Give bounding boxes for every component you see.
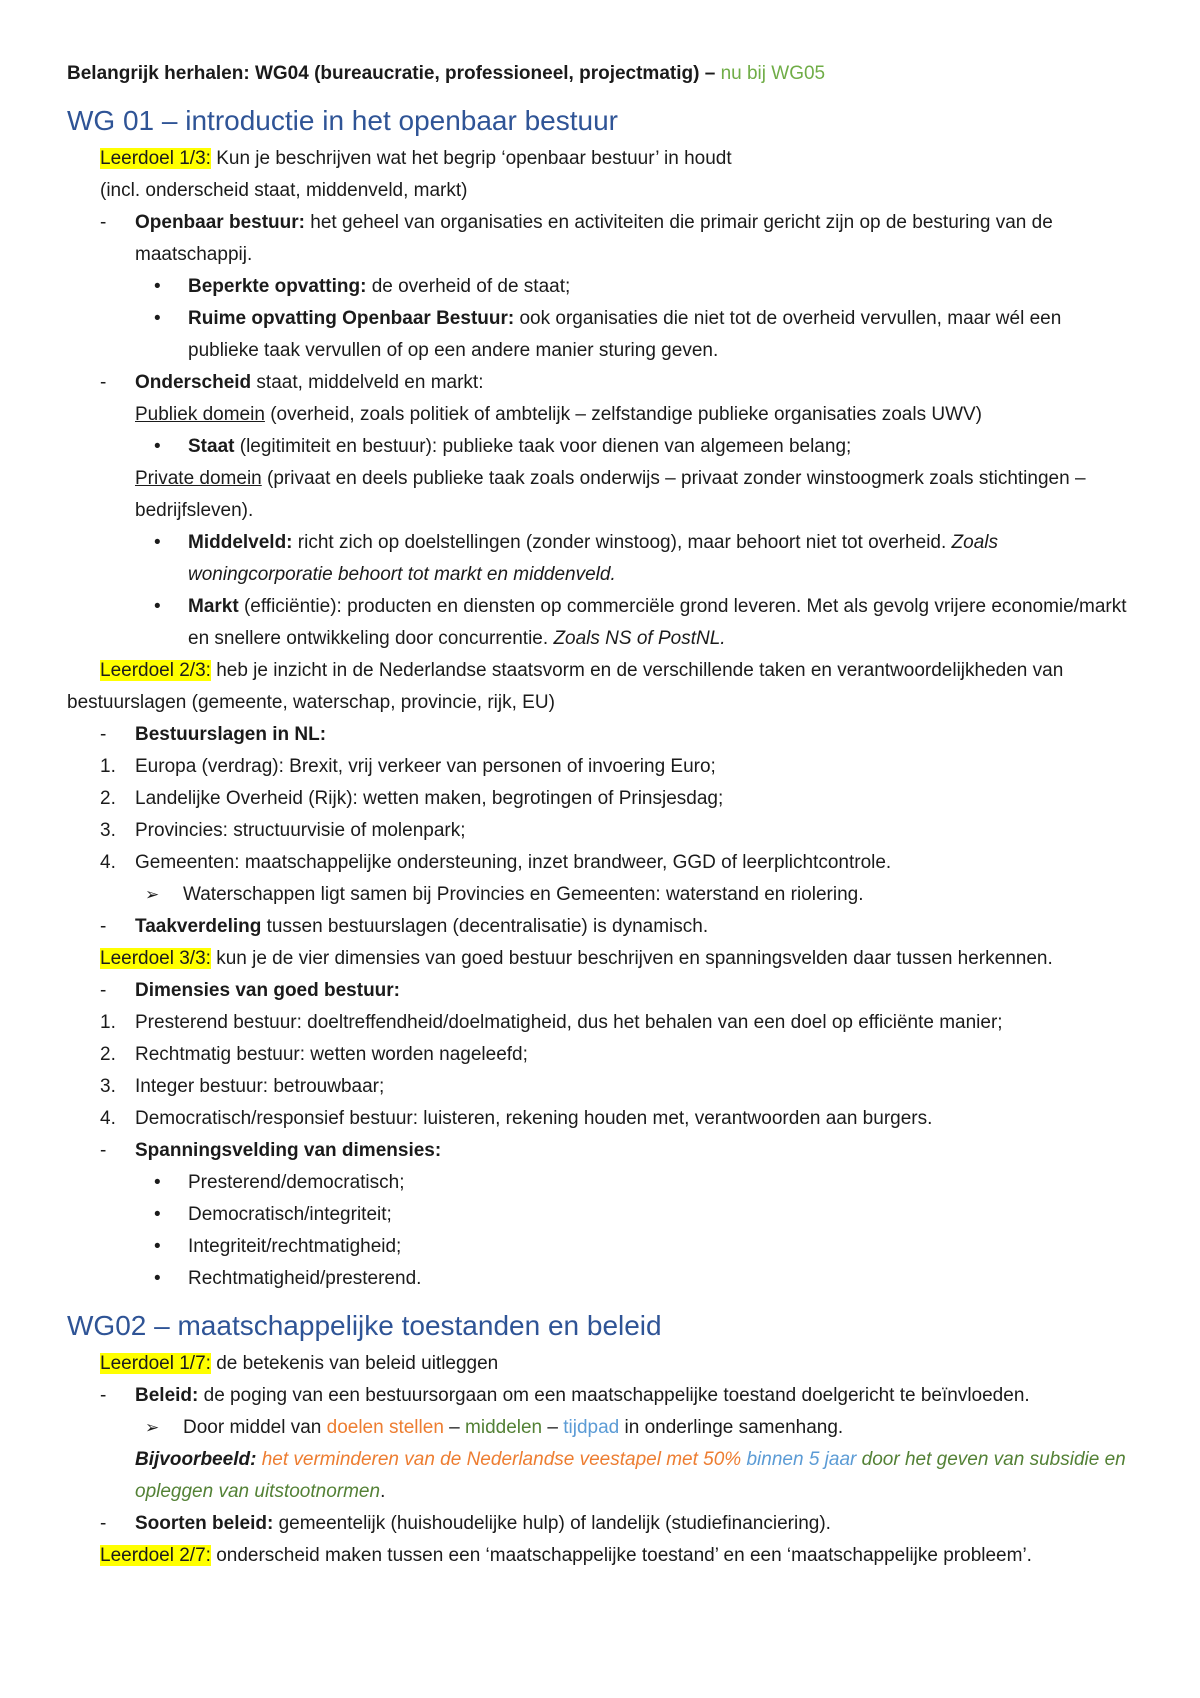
text-run: Waterschappen ligt samen bij Provincies en Gemeenten: waterstand en riolering. [183, 884, 864, 905]
text-run: (privaat en deels publieke taak zoals onderwijs – privaat zonder winstoogmerk zoals stichtingen – bedrijfsleven). [135, 468, 1086, 521]
item-presterend-democratisch [0, 1167, 1133, 1199]
item-taakverdeling [0, 911, 1133, 943]
text-run: de poging van een bestuursorgaan om een maatschappelijke toestand doelgericht te beïnvloeden. [198, 1385, 1030, 1406]
list-marker: - [100, 980, 107, 1001]
highlighted-text: Leerdoel 1/7: [100, 1353, 211, 1374]
text-run: kun je de vier dimensies van goed bestuur beschrijven en spanningsvelden daar tussen herkennen. [210, 948, 1053, 969]
bijvoorbeeld-note [135, 1444, 1133, 1508]
text-run: de overheid of de staat; [366, 276, 571, 297]
text-run: tijdpad [563, 1417, 620, 1438]
text-run: Beperkte opvatting: [188, 276, 367, 297]
item-europa [0, 751, 1133, 783]
item-rechtmatigheid-presterend [0, 1263, 1133, 1295]
list-marker: 4. [100, 852, 116, 873]
text-run: de betekenis van beleid uitleggen [210, 1353, 499, 1374]
list-marker: 2. [100, 788, 116, 809]
text-run: (legitimiteit en bestuur): publieke taak voor dienen van algemeen belang; [234, 436, 852, 457]
text-run: Presterend/democratisch; [188, 1172, 405, 1193]
list-marker: • [154, 1268, 161, 1289]
text-run: Private domein [135, 468, 262, 489]
text-run: nu bij WG05 [720, 63, 826, 84]
text-run: Kun je beschrijven wat het begrip ‘openbaar bestuur’ in houdt [210, 148, 732, 169]
text-run: Onderscheid [135, 372, 252, 393]
intro-note [67, 58, 1133, 90]
item-provincies [0, 815, 1133, 847]
list-marker: ➢ [145, 885, 160, 904]
item-door-middel [0, 1412, 1133, 1444]
text-run: WG 01 – introductie in het openbaar bestuur [67, 105, 619, 136]
private-domein [135, 463, 1133, 527]
text-run: onderscheid maken tussen een ‘maatschappelijke toestand’ en een ‘maatschappelijke probleem’. [210, 1545, 1032, 1566]
list-marker: - [100, 212, 107, 233]
text-run: Beleid: [135, 1385, 199, 1406]
item-bestuurslagen [0, 719, 1133, 751]
text-run: Ruime opvatting Openbaar Bestuur: [188, 308, 515, 329]
text-run: staat, middelveld en markt: [251, 372, 484, 393]
list-marker: • [154, 532, 161, 553]
text-run: Dimensies van goed bestuur: [135, 980, 401, 1001]
list-marker: • [154, 1172, 161, 1193]
item-beleid [0, 1380, 1133, 1412]
highlighted-text: Leerdoel 2/3: [100, 660, 211, 681]
list-marker: 3. [100, 820, 116, 841]
list-marker: 2. [100, 1044, 116, 1065]
wg01-heading [67, 102, 1133, 140]
list-marker: 1. [100, 1012, 116, 1033]
text-run: Rechtmatigheid/presterend. [188, 1268, 422, 1289]
highlighted-text: Leerdoel 3/3: [100, 948, 211, 969]
text-run: – [542, 1417, 564, 1438]
list-marker: - [100, 372, 107, 393]
wg02-heading [67, 1307, 1133, 1345]
list-marker: • [154, 596, 161, 617]
publiek-domein [135, 399, 1133, 431]
item-presterend [0, 1007, 1133, 1039]
leerdoel-1-3-sub [67, 175, 1133, 207]
text-run: Soorten beleid: [135, 1513, 274, 1534]
text-run: . [380, 1481, 386, 1502]
text-run: het geheel van organisaties en activiteiten die primair gericht zijn op de besturing van de maatschappij. [135, 212, 1053, 265]
text-run: Zoals NS of PostNL. [553, 628, 726, 649]
item-openbaar-bestuur [0, 207, 1133, 271]
text-run: Spanningsvelding van dimensies: [135, 1140, 442, 1161]
text-run: Belangrijk herhalen: WG04 (bureaucratie, professioneel, projectmatig) – [67, 63, 721, 84]
list-marker: • [154, 1204, 161, 1225]
list-marker: - [100, 1140, 107, 1161]
list-marker: 1. [100, 756, 116, 777]
list-marker: 3. [100, 1076, 116, 1097]
text-run: het verminderen van de Nederlandse veestapel met 50% [261, 1449, 742, 1470]
text-run: (incl. onderscheid staat, middenveld, markt) [100, 180, 468, 201]
item-dimensies [0, 975, 1133, 1007]
text-run: ook organisaties die niet tot de overheid vervullen, maar wél een publieke taak vervullen of op een andere manier sturing geven. [188, 308, 1062, 361]
list-marker: • [154, 308, 161, 329]
text-run: Zoals woningcorporatie behoort tot markt en middenveld. [188, 532, 999, 585]
list-marker: - [100, 1385, 107, 1406]
text-run: Presterend bestuur: doeltreffendheid/doelmatigheid, dus het behalen van een doel op efficiënte manier; [135, 1012, 1003, 1033]
item-onderscheid [0, 367, 1133, 399]
highlighted-text: Leerdoel 2/7: [100, 1545, 211, 1566]
text-run: Markt [188, 596, 239, 617]
text-run: Publiek domein [135, 404, 265, 425]
text-run: Europa (verdrag): Brexit, vrij verkeer van personen of invoering Euro; [135, 756, 716, 777]
text-run: (overheid, zoals politiek of ambtelijk – zelfstandige publieke organisaties zoals UWV) [264, 404, 982, 425]
text-run: Provincies: structuurvisie of molenpark; [135, 820, 466, 841]
item-integriteit-rechtmatigheid [0, 1231, 1133, 1263]
item-ruime-opvatting [0, 303, 1133, 367]
text-run: – [443, 1417, 466, 1438]
text-run: tussen bestuurslagen (decentralisatie) is dynamisch. [261, 916, 709, 937]
leerdoel-2-3 [67, 655, 1133, 719]
list-marker: - [100, 724, 107, 745]
text-run: (efficiëntie): producten en diensten op commerciële grond leveren. Met als gevolg vrijere economie/markt en snellere ontwikkeling door concurrentie. [188, 596, 1127, 649]
list-marker: ➢ [145, 1418, 160, 1437]
item-democratisch-integriteit [0, 1199, 1133, 1231]
text-run: Integer bestuur: betrouwbaar; [135, 1076, 385, 1097]
text-run: Middelveld: [188, 532, 293, 553]
text-run: Openbaar bestuur: [135, 212, 305, 233]
item-landelijke-overheid [0, 783, 1133, 815]
text-run: Gemeenten: maatschappelijke ondersteuning, inzet brandweer, GGD of leerplichtcontrole. [135, 852, 892, 873]
text-run: richt zich op doelstellingen (zonder winstoog), maar behoort niet tot overheid. [292, 532, 952, 553]
text-run: Integriteit/rechtmatigheid; [188, 1236, 402, 1257]
highlighted-text: Leerdoel 1/3: [100, 148, 211, 169]
text-run: in onderlinge samenhang. [619, 1417, 844, 1438]
item-rechtmatig [0, 1039, 1133, 1071]
text-run: Bestuurslagen in NL: [135, 724, 327, 745]
item-soorten-beleid [0, 1508, 1133, 1540]
item-beperkte-opvatting [0, 271, 1133, 303]
text-run: gemeentelijk (huishoudelijke hulp) of landelijk (studiefinanciering). [273, 1513, 831, 1534]
text-run: Staat [188, 436, 235, 457]
leerdoel-2-7 [67, 1540, 1133, 1572]
item-markt [0, 591, 1133, 655]
document-body [0, 58, 1200, 1572]
item-waterschappen [0, 879, 1133, 911]
list-marker: - [100, 1513, 107, 1534]
item-gemeenten [0, 847, 1133, 879]
leerdoel-1-3 [67, 143, 1133, 175]
text-run: WG02 – maatschappelijke toestanden en beleid [67, 1310, 662, 1341]
text-run: door het geven van subsidie en opleggen van uitstootnormen [135, 1449, 1126, 1502]
list-marker: 4. [100, 1108, 116, 1129]
list-marker: • [154, 436, 161, 457]
text-run: Landelijke Overheid (Rijk): wetten maken, begrotingen of Prinsjesdag; [135, 788, 724, 809]
item-integer [0, 1071, 1133, 1103]
leerdoel-3-3 [67, 943, 1133, 975]
list-marker: • [154, 1236, 161, 1257]
text-run: Door middel van [183, 1417, 327, 1438]
text-run: doelen stellen [326, 1417, 444, 1438]
item-democratisch [0, 1103, 1133, 1135]
list-marker: • [154, 276, 161, 297]
item-staat [0, 431, 1133, 463]
text-run: Democratisch/responsief bestuur: luisteren, rekening houden met, verantwoorden aan burgers. [135, 1108, 933, 1129]
item-spanningsvelding [0, 1135, 1133, 1167]
text-run: Taakverdeling [135, 916, 262, 937]
leerdoel-1-7 [67, 1348, 1133, 1380]
text-run: Democratisch/integriteit; [188, 1204, 392, 1225]
item-middelveld [0, 527, 1133, 591]
text-run: binnen 5 jaar [746, 1449, 857, 1470]
text-run: middelen [465, 1417, 543, 1438]
text-run: heb je inzicht in de Nederlandse staatsvorm en de verschillende taken en verantwoordelijkheden van bestuurslagen (gemeente, waterschap, provincie, rijk, EU) [67, 660, 1064, 713]
list-marker: - [100, 916, 107, 937]
text-run: Rechtmatig bestuur: wetten worden nageleefd; [135, 1044, 528, 1065]
text-run: Bijvoorbeeld: [135, 1449, 257, 1470]
